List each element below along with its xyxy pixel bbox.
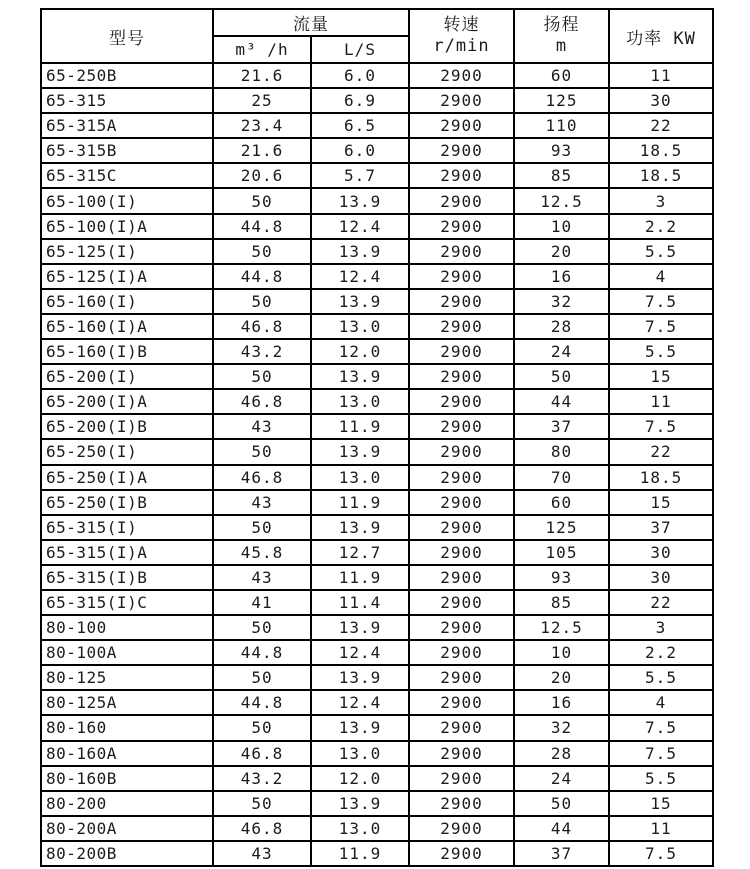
head-cell: 44 bbox=[514, 389, 609, 414]
flow-ls-cell: 6.0 bbox=[311, 138, 409, 163]
speed-cell: 2900 bbox=[409, 113, 514, 138]
head-cell: 10 bbox=[514, 214, 609, 239]
power-cell: 4 bbox=[609, 690, 713, 715]
flow-ls-cell: 12.4 bbox=[311, 690, 409, 715]
model-cell: 65-100(I)A bbox=[41, 214, 213, 239]
model-cell: 65-315(I) bbox=[41, 515, 213, 540]
speed-cell: 2900 bbox=[409, 314, 514, 339]
power-cell: 7.5 bbox=[609, 715, 713, 740]
power-cell: 22 bbox=[609, 439, 713, 464]
flow-m3h-cell: 50 bbox=[213, 715, 311, 740]
flow-m3h-cell: 50 bbox=[213, 515, 311, 540]
flow-m3h-cell: 20.6 bbox=[213, 163, 311, 188]
col-header-speed-unit: r/min bbox=[433, 36, 490, 56]
model-cell: 65-315A bbox=[41, 113, 213, 138]
model-cell: 80-125A bbox=[41, 690, 213, 715]
model-cell: 65-250(I) bbox=[41, 439, 213, 464]
table-row bbox=[41, 188, 713, 213]
flow-ls-cell: 13.9 bbox=[311, 188, 409, 213]
power-cell: 7.5 bbox=[609, 314, 713, 339]
flow-m3h-cell: 43.2 bbox=[213, 339, 311, 364]
power-cell: 5.5 bbox=[609, 239, 713, 264]
flow-m3h-cell: 43 bbox=[213, 565, 311, 590]
flow-ls-cell: 13.9 bbox=[311, 791, 409, 816]
table-header bbox=[41, 9, 713, 63]
speed-cell: 2900 bbox=[409, 465, 514, 490]
flow-m3h-cell: 44.8 bbox=[213, 264, 311, 289]
table-row bbox=[41, 88, 713, 113]
head-cell: 85 bbox=[514, 590, 609, 615]
model-cell: 65-315B bbox=[41, 138, 213, 163]
flow-m3h-cell: 43 bbox=[213, 841, 311, 866]
power-cell: 18.5 bbox=[609, 465, 713, 490]
flow-m3h-cell: 43.2 bbox=[213, 766, 311, 791]
power-cell: 7.5 bbox=[609, 289, 713, 314]
power-cell: 5.5 bbox=[609, 766, 713, 791]
flow-ls-cell: 13.9 bbox=[311, 715, 409, 740]
flow-m3h-cell: 44.8 bbox=[213, 214, 311, 239]
speed-cell: 2900 bbox=[409, 715, 514, 740]
flow-m3h-cell: 45.8 bbox=[213, 540, 311, 565]
power-cell: 7.5 bbox=[609, 841, 713, 866]
power-cell: 22 bbox=[609, 590, 713, 615]
table-row bbox=[41, 690, 713, 715]
head-cell: 50 bbox=[514, 364, 609, 389]
speed-cell: 2900 bbox=[409, 490, 514, 515]
model-cell: 65-250B bbox=[41, 63, 213, 88]
speed-cell: 2900 bbox=[409, 339, 514, 364]
power-cell: 30 bbox=[609, 565, 713, 590]
power-cell: 3 bbox=[609, 615, 713, 640]
speed-cell: 2900 bbox=[409, 690, 514, 715]
power-cell: 5.5 bbox=[609, 339, 713, 364]
head-cell: 125 bbox=[514, 88, 609, 113]
speed-cell: 2900 bbox=[409, 63, 514, 88]
speed-cell: 2900 bbox=[409, 841, 514, 866]
head-cell: 24 bbox=[514, 339, 609, 364]
model-cell: 80-125 bbox=[41, 665, 213, 690]
speed-cell: 2900 bbox=[409, 665, 514, 690]
flow-ls-cell: 12.4 bbox=[311, 264, 409, 289]
power-cell: 11 bbox=[609, 389, 713, 414]
model-cell: 80-160B bbox=[41, 766, 213, 791]
table-row bbox=[41, 414, 713, 439]
table-row bbox=[41, 766, 713, 791]
flow-ls-cell: 13.0 bbox=[311, 741, 409, 766]
model-cell: 65-250(I)B bbox=[41, 490, 213, 515]
power-cell: 5.5 bbox=[609, 665, 713, 690]
model-cell: 80-160A bbox=[41, 741, 213, 766]
col-header-flow-ls: L/S bbox=[311, 36, 409, 63]
flow-ls-cell: 11.9 bbox=[311, 565, 409, 590]
flow-m3h-cell: 50 bbox=[213, 289, 311, 314]
head-cell: 32 bbox=[514, 715, 609, 740]
power-cell: 3 bbox=[609, 188, 713, 213]
flow-ls-cell: 6.5 bbox=[311, 113, 409, 138]
flow-m3h-cell: 44.8 bbox=[213, 640, 311, 665]
model-cell: 65-125(I)A bbox=[41, 264, 213, 289]
flow-ls-cell: 11.9 bbox=[311, 841, 409, 866]
head-cell: 28 bbox=[514, 741, 609, 766]
model-cell: 65-250(I)A bbox=[41, 465, 213, 490]
head-cell: 28 bbox=[514, 314, 609, 339]
flow-ls-cell: 13.9 bbox=[311, 665, 409, 690]
col-header-head-unit: m bbox=[555, 36, 568, 56]
col-header-flow: 流量 bbox=[213, 9, 409, 36]
flow-m3h-cell: 50 bbox=[213, 239, 311, 264]
flow-m3h-cell: 23.4 bbox=[213, 113, 311, 138]
head-cell: 12.5 bbox=[514, 188, 609, 213]
speed-cell: 2900 bbox=[409, 289, 514, 314]
table-row bbox=[41, 163, 713, 188]
table-row bbox=[41, 715, 713, 740]
table-row bbox=[41, 214, 713, 239]
flow-ls-cell: 12.0 bbox=[311, 766, 409, 791]
power-cell: 2.2 bbox=[609, 640, 713, 665]
head-cell: 24 bbox=[514, 766, 609, 791]
flow-m3h-cell: 43 bbox=[213, 414, 311, 439]
flow-ls-cell: 12.7 bbox=[311, 540, 409, 565]
flow-ls-cell: 12.4 bbox=[311, 640, 409, 665]
flow-ls-cell: 5.7 bbox=[311, 163, 409, 188]
speed-cell: 2900 bbox=[409, 214, 514, 239]
speed-cell: 2900 bbox=[409, 364, 514, 389]
power-cell: 30 bbox=[609, 540, 713, 565]
table-row bbox=[41, 540, 713, 565]
flow-m3h-cell: 50 bbox=[213, 615, 311, 640]
flow-m3h-cell: 50 bbox=[213, 665, 311, 690]
speed-cell: 2900 bbox=[409, 766, 514, 791]
model-cell: 80-100A bbox=[41, 640, 213, 665]
power-cell: 18.5 bbox=[609, 138, 713, 163]
table-row bbox=[41, 389, 713, 414]
head-cell: 93 bbox=[514, 138, 609, 163]
power-cell: 7.5 bbox=[609, 414, 713, 439]
power-cell: 18.5 bbox=[609, 163, 713, 188]
power-cell: 11 bbox=[609, 816, 713, 841]
model-cell: 65-160(I)B bbox=[41, 339, 213, 364]
model-cell: 65-100(I) bbox=[41, 188, 213, 213]
power-cell: 4 bbox=[609, 264, 713, 289]
table-row bbox=[41, 665, 713, 690]
speed-cell: 2900 bbox=[409, 615, 514, 640]
flow-ls-cell: 13.0 bbox=[311, 389, 409, 414]
col-header-speed-name: 转速 bbox=[443, 14, 480, 35]
flow-m3h-cell: 25 bbox=[213, 88, 311, 113]
table-row bbox=[41, 841, 713, 866]
speed-cell: 2900 bbox=[409, 389, 514, 414]
flow-m3h-cell: 50 bbox=[213, 791, 311, 816]
power-cell: 7.5 bbox=[609, 741, 713, 766]
flow-m3h-cell: 41 bbox=[213, 590, 311, 615]
speed-cell: 2900 bbox=[409, 439, 514, 464]
flow-ls-cell: 13.0 bbox=[311, 465, 409, 490]
head-cell: 20 bbox=[514, 665, 609, 690]
table-row bbox=[41, 465, 713, 490]
flow-ls-cell: 13.9 bbox=[311, 515, 409, 540]
table-row bbox=[41, 63, 713, 88]
model-cell: 65-315C bbox=[41, 163, 213, 188]
head-cell: 93 bbox=[514, 565, 609, 590]
table-row bbox=[41, 264, 713, 289]
flow-ls-cell: 13.9 bbox=[311, 239, 409, 264]
table-row bbox=[41, 515, 713, 540]
table-row bbox=[41, 816, 713, 841]
table-row bbox=[41, 791, 713, 816]
model-cell: 65-200(I) bbox=[41, 364, 213, 389]
table-row bbox=[41, 741, 713, 766]
flow-ls-cell: 11.9 bbox=[311, 414, 409, 439]
col-header-flow-m3h: m³ /h bbox=[213, 36, 311, 63]
head-cell: 16 bbox=[514, 690, 609, 715]
power-cell: 15 bbox=[609, 364, 713, 389]
pump-spec-table bbox=[40, 8, 714, 867]
flow-ls-cell: 12.4 bbox=[311, 214, 409, 239]
power-cell: 15 bbox=[609, 490, 713, 515]
power-cell: 37 bbox=[609, 515, 713, 540]
head-cell: 32 bbox=[514, 289, 609, 314]
model-cell: 80-160 bbox=[41, 715, 213, 740]
flow-m3h-cell: 46.8 bbox=[213, 314, 311, 339]
model-cell: 65-160(I)A bbox=[41, 314, 213, 339]
head-cell: 16 bbox=[514, 264, 609, 289]
flow-ls-cell: 13.9 bbox=[311, 615, 409, 640]
head-cell: 80 bbox=[514, 439, 609, 464]
model-cell: 80-200A bbox=[41, 816, 213, 841]
table-row bbox=[41, 138, 713, 163]
head-cell: 50 bbox=[514, 791, 609, 816]
head-cell: 44 bbox=[514, 816, 609, 841]
model-cell: 80-200 bbox=[41, 791, 213, 816]
speed-cell: 2900 bbox=[409, 590, 514, 615]
speed-cell: 2900 bbox=[409, 88, 514, 113]
power-cell: 15 bbox=[609, 791, 713, 816]
head-cell: 12.5 bbox=[514, 615, 609, 640]
table-row bbox=[41, 339, 713, 364]
speed-cell: 2900 bbox=[409, 163, 514, 188]
flow-ls-cell: 11.4 bbox=[311, 590, 409, 615]
col-header-speed bbox=[409, 9, 514, 63]
model-cell: 65-125(I) bbox=[41, 239, 213, 264]
flow-ls-cell: 12.0 bbox=[311, 339, 409, 364]
model-cell: 65-200(I)B bbox=[41, 414, 213, 439]
col-header-head-name: 扬程 bbox=[543, 14, 580, 35]
model-cell: 80-200B bbox=[41, 841, 213, 866]
flow-m3h-cell: 21.6 bbox=[213, 63, 311, 88]
speed-cell: 2900 bbox=[409, 239, 514, 264]
speed-cell: 2900 bbox=[409, 741, 514, 766]
speed-cell: 2900 bbox=[409, 264, 514, 289]
col-header-head bbox=[514, 9, 609, 63]
col-header-power: 功率 KW bbox=[609, 9, 713, 63]
flow-m3h-cell: 44.8 bbox=[213, 690, 311, 715]
head-cell: 37 bbox=[514, 841, 609, 866]
head-cell: 110 bbox=[514, 113, 609, 138]
flow-ls-cell: 13.9 bbox=[311, 439, 409, 464]
model-cell: 65-315(I)C bbox=[41, 590, 213, 615]
head-cell: 20 bbox=[514, 239, 609, 264]
speed-cell: 2900 bbox=[409, 640, 514, 665]
table-row bbox=[41, 289, 713, 314]
flow-m3h-cell: 43 bbox=[213, 490, 311, 515]
model-cell: 80-100 bbox=[41, 615, 213, 640]
speed-cell: 2900 bbox=[409, 540, 514, 565]
table-row bbox=[41, 113, 713, 138]
speed-cell: 2900 bbox=[409, 565, 514, 590]
table-row bbox=[41, 590, 713, 615]
speed-cell: 2900 bbox=[409, 816, 514, 841]
flow-ls-cell: 13.0 bbox=[311, 816, 409, 841]
flow-m3h-cell: 46.8 bbox=[213, 389, 311, 414]
speed-cell: 2900 bbox=[409, 791, 514, 816]
head-cell: 85 bbox=[514, 163, 609, 188]
head-cell: 105 bbox=[514, 540, 609, 565]
power-cell: 30 bbox=[609, 88, 713, 113]
flow-m3h-cell: 50 bbox=[213, 188, 311, 213]
model-cell: 65-200(I)A bbox=[41, 389, 213, 414]
flow-m3h-cell: 50 bbox=[213, 364, 311, 389]
power-cell: 11 bbox=[609, 63, 713, 88]
model-cell: 65-160(I) bbox=[41, 289, 213, 314]
flow-m3h-cell: 46.8 bbox=[213, 741, 311, 766]
flow-ls-cell: 11.9 bbox=[311, 490, 409, 515]
table-row bbox=[41, 314, 713, 339]
model-cell: 65-315(I)B bbox=[41, 565, 213, 590]
speed-cell: 2900 bbox=[409, 414, 514, 439]
power-cell: 2.2 bbox=[609, 214, 713, 239]
speed-cell: 2900 bbox=[409, 188, 514, 213]
table-row bbox=[41, 239, 713, 264]
flow-ls-cell: 6.0 bbox=[311, 63, 409, 88]
head-cell: 60 bbox=[514, 490, 609, 515]
model-cell: 65-315(I)A bbox=[41, 540, 213, 565]
flow-ls-cell: 13.0 bbox=[311, 314, 409, 339]
power-cell: 22 bbox=[609, 113, 713, 138]
flow-ls-cell: 13.9 bbox=[311, 289, 409, 314]
model-cell: 65-315 bbox=[41, 88, 213, 113]
head-cell: 37 bbox=[514, 414, 609, 439]
table-row bbox=[41, 615, 713, 640]
flow-m3h-cell: 46.8 bbox=[213, 816, 311, 841]
table-row bbox=[41, 640, 713, 665]
flow-m3h-cell: 50 bbox=[213, 439, 311, 464]
flow-m3h-cell: 46.8 bbox=[213, 465, 311, 490]
col-header-model: 型号 bbox=[41, 9, 213, 63]
table-row bbox=[41, 490, 713, 515]
speed-cell: 2900 bbox=[409, 138, 514, 163]
head-cell: 60 bbox=[514, 63, 609, 88]
flow-ls-cell: 13.9 bbox=[311, 364, 409, 389]
flow-ls-cell: 6.9 bbox=[311, 88, 409, 113]
head-cell: 125 bbox=[514, 515, 609, 540]
flow-m3h-cell: 21.6 bbox=[213, 138, 311, 163]
table-row bbox=[41, 565, 713, 590]
table-row bbox=[41, 439, 713, 464]
table-body bbox=[41, 63, 713, 866]
head-cell: 10 bbox=[514, 640, 609, 665]
head-cell: 70 bbox=[514, 465, 609, 490]
speed-cell: 2900 bbox=[409, 515, 514, 540]
table-row bbox=[41, 364, 713, 389]
